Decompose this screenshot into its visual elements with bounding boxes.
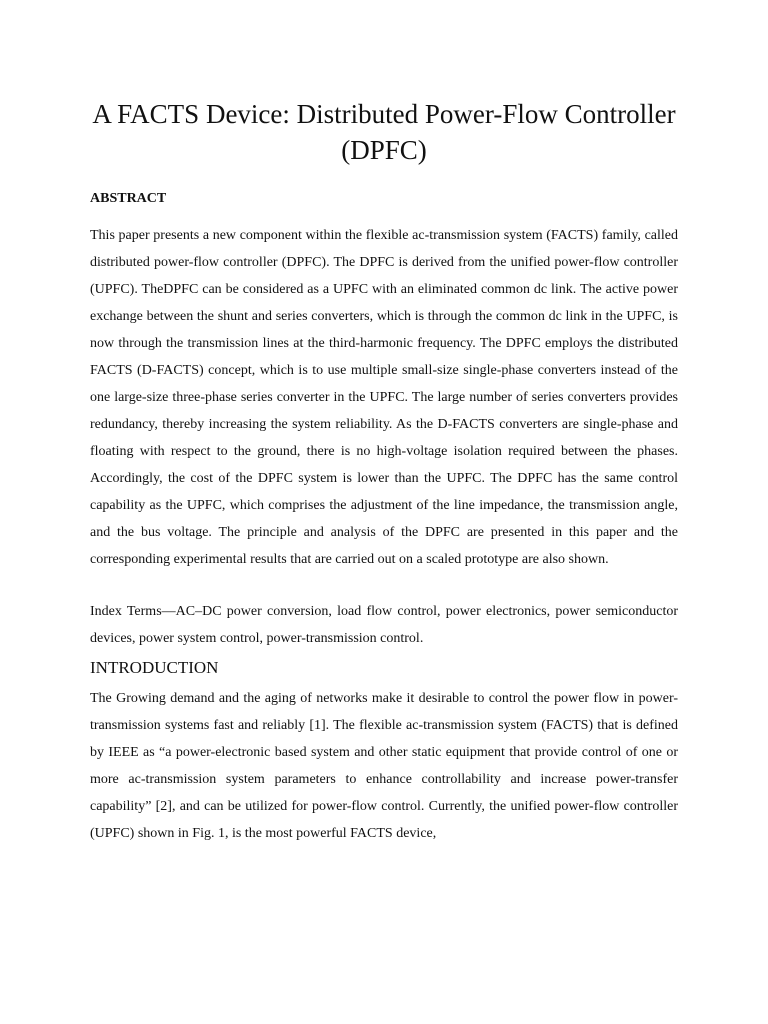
index-terms-paragraph: Index Terms—AC–DC power conversion, load flow control, power electronics, power semiconductor devices, power system control, power-transmission control. (90, 604, 678, 646)
introduction-paragraph: The Growing demand and the aging of networks make it desirable to control the power flow in power-transmission systems fast and reliably [1]. The flexible ac-transmission system (FACTS) that is defined by IEEE as “a power-electronic based system and other static equipment that provide control of one or more ac-transmission system parameters to enhance controllability and increase power-transfer capability” [2], and can be utilized for power-flow control. Currently, the unified power-flow controller (UPFC) shown in Fig. 1, is the most powerful FACTS device, (90, 691, 678, 841)
paper-title: A FACTS Device: Distributed Power-Flow Controller (DPFC) (92, 99, 676, 165)
introduction-heading: INTRODUCTION (90, 658, 219, 677)
abstract-paragraph: This paper presents a new component within the flexible ac-transmission system (FACTS) family, called distributed power-flow controller (DPFC). The DPFC is derived from the unified power-flow controller (UPFC). TheDPFC can be considered as a UPFC with an eliminated common dc link. The active power exchange between the shunt and series converters, which is through the common dc link in the UPFC, is now through the transmission lines at the third-harmonic frequency. The DPFC employs the distributed FACTS (D-FACTS) concept, which is to use multiple small-size single-phase converters instead of the one large-size three-phase series converter in the UPFC. The large number of series converters provides redundancy, thereby increasing the system reliability. As the D-FACTS converters are single-phase and floating with respect to the ground, there is no high-voltage isolation required between the phases. Accordingly, the cost of the DPFC system is lower than the UPFC. The DPFC has the same control capability as the UPFC, which comprises the adjustment of the line impedance, the transmission angle, and the bus voltage. The principle and analysis of the DPFC are presented in this paper and the corresponding experimental results that are carried out on a scaled prototype are also shown. (90, 228, 678, 567)
abstract-heading: ABSTRACT (90, 191, 167, 206)
